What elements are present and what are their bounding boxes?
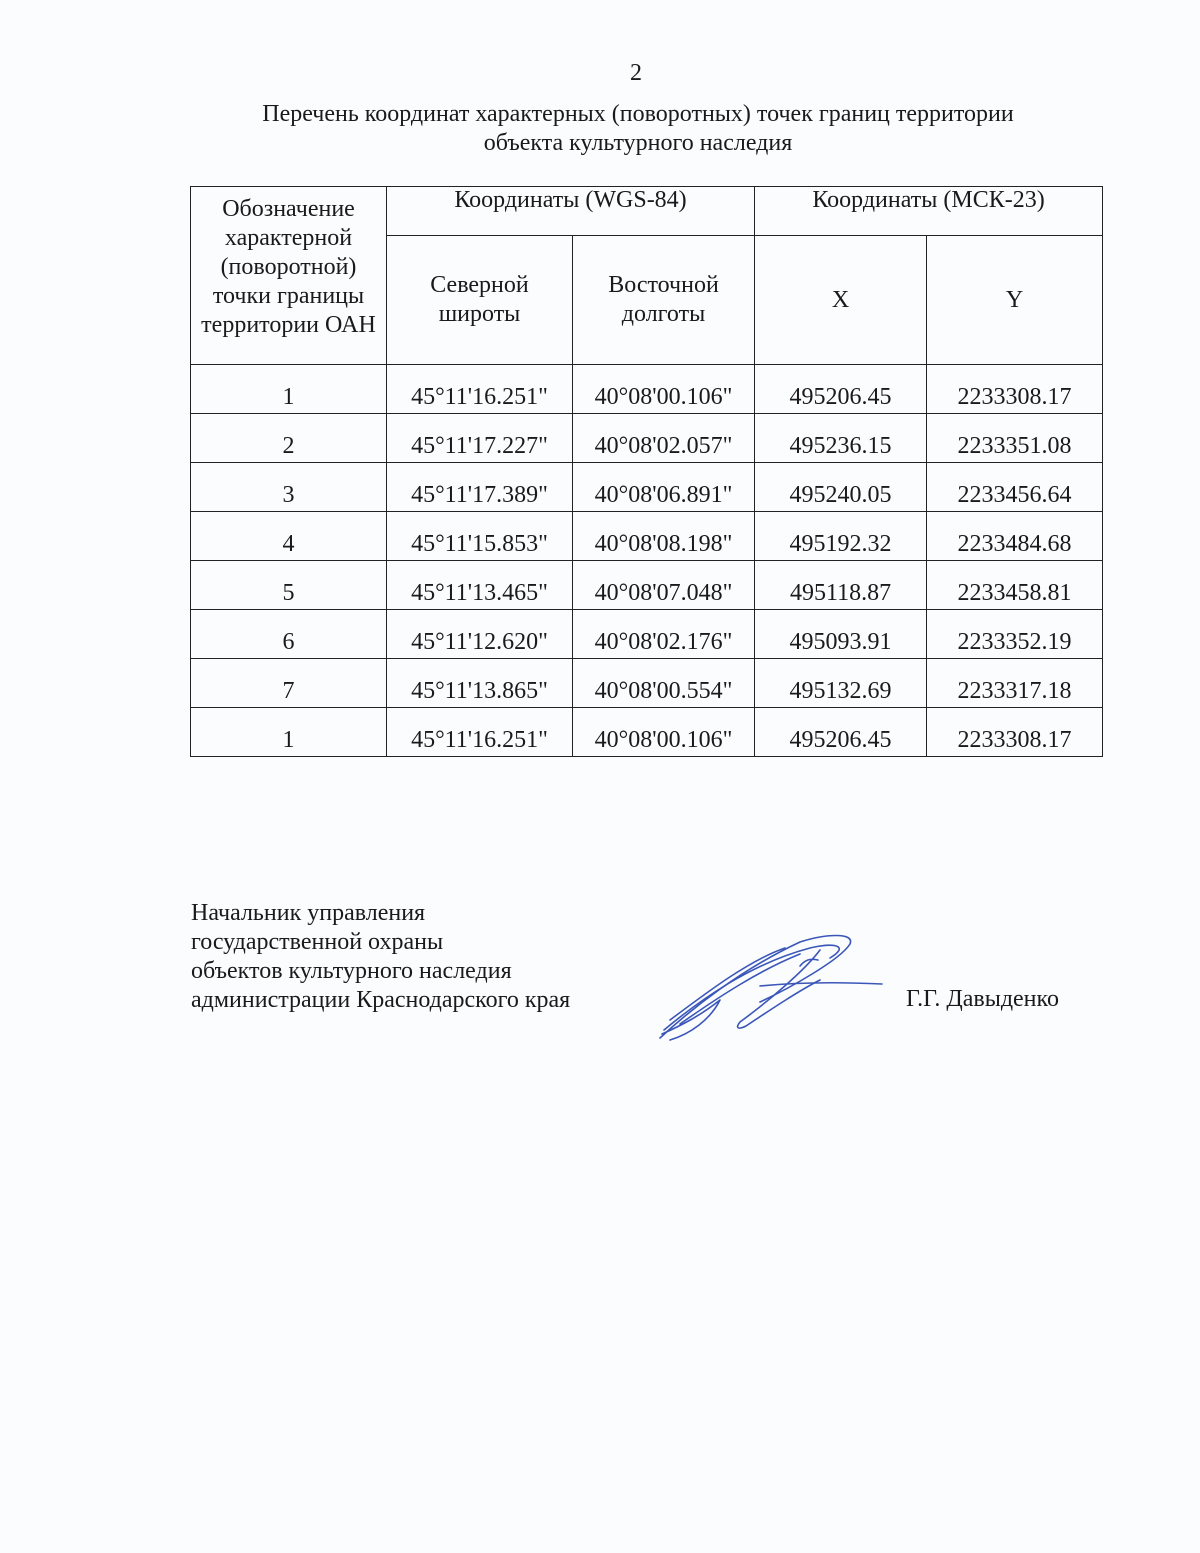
document-title-line-1: Перечень координат характерных (поворотных) точек границ территории	[262, 101, 1014, 127]
cell-north-latitude: 45°11'17.227"	[387, 414, 573, 463]
cell-y: 2233456.64	[927, 463, 1103, 512]
cell-x: 495236.15	[755, 414, 927, 463]
table-row	[191, 463, 1103, 512]
column-header-north: Северной широты	[387, 236, 573, 365]
cell-x: 495240.05	[755, 463, 927, 512]
column-header-x: X	[755, 236, 927, 365]
table-row	[191, 365, 1103, 414]
signatory-position-line-2: государственной охраны	[191, 929, 444, 955]
cell-point: 3	[191, 463, 387, 512]
signatory-position-line-4: администрации Краснодарского края	[191, 987, 571, 1013]
cell-point: 7	[191, 659, 387, 708]
cell-east-longitude: 40°08'00.106"	[573, 708, 755, 757]
table-row	[191, 512, 1103, 561]
signatory-position	[191, 899, 570, 1015]
cell-north-latitude: 45°11'16.251"	[387, 708, 573, 757]
cell-east-longitude: 40°08'06.891"	[573, 463, 755, 512]
cell-x: 495118.87	[755, 561, 927, 610]
cell-east-longitude: 40°08'07.048"	[573, 561, 755, 610]
table-body	[191, 365, 1103, 757]
cell-point: 1	[191, 708, 387, 757]
cell-east-longitude: 40°08'00.106"	[573, 365, 755, 414]
cell-y: 2233308.17	[927, 708, 1103, 757]
table-row	[191, 708, 1103, 757]
column-group-wgs84: Координаты (WGS-84)	[387, 187, 755, 236]
table-row	[191, 561, 1103, 610]
cell-east-longitude: 40°08'02.057"	[573, 414, 755, 463]
cell-x: 495132.69	[755, 659, 927, 708]
cell-north-latitude: 45°11'13.465"	[387, 561, 573, 610]
document-title-line-2: объекта культурного наследия	[483, 130, 793, 156]
cell-north-latitude: 45°11'12.620"	[387, 610, 573, 659]
signatory-name: Г.Г. Давыденко	[906, 986, 1059, 1012]
cell-y: 2233317.18	[927, 659, 1103, 708]
cell-north-latitude: 45°11'17.389"	[387, 463, 573, 512]
table-row	[191, 659, 1103, 708]
column-header-y: Y	[927, 236, 1103, 365]
cell-x: 495192.32	[755, 512, 927, 561]
cell-north-latitude: 45°11'13.865"	[387, 659, 573, 708]
signature-stroke	[738, 950, 820, 1028]
page-number: 2	[630, 60, 642, 86]
cell-east-longitude: 40°08'02.176"	[573, 610, 755, 659]
cell-north-latitude: 45°11'15.853"	[387, 512, 573, 561]
cell-point: 1	[191, 365, 387, 414]
cell-point: 6	[191, 610, 387, 659]
column-header-point: Обозначение характерной (поворотной) точки границы территории ОАН	[191, 187, 387, 365]
table-row	[191, 414, 1103, 463]
cell-y: 2233458.81	[927, 561, 1103, 610]
column-header-east: Восточной долготы	[573, 236, 755, 365]
cell-north-latitude: 45°11'16.251"	[387, 365, 573, 414]
signatory-position-line-3: объектов культурного наследия	[191, 958, 512, 984]
cell-east-longitude: 40°08'08.198"	[573, 512, 755, 561]
cell-y: 2233308.17	[927, 365, 1103, 414]
signature-strokes	[660, 936, 882, 1041]
table-row	[191, 610, 1103, 659]
handwritten-signature	[650, 930, 890, 1050]
cell-x: 495093.91	[755, 610, 927, 659]
table-header-row-1	[191, 187, 1103, 236]
signature-stroke	[660, 936, 851, 1039]
cell-x: 495206.45	[755, 708, 927, 757]
cell-point: 2	[191, 414, 387, 463]
cell-y: 2233351.08	[927, 414, 1103, 463]
cell-point: 5	[191, 561, 387, 610]
column-group-msk23: Координаты (МСК-23)	[755, 187, 1103, 236]
cell-x: 495206.45	[755, 365, 927, 414]
cell-point: 4	[191, 512, 387, 561]
signatory-position-line-1: Начальник управления	[191, 900, 426, 926]
cell-y: 2233484.68	[927, 512, 1103, 561]
signature-stroke	[760, 983, 882, 986]
cell-y: 2233352.19	[927, 610, 1103, 659]
cell-east-longitude: 40°08'00.554"	[573, 659, 755, 708]
coordinates-table	[190, 186, 1103, 757]
document-title	[0, 100, 1200, 158]
